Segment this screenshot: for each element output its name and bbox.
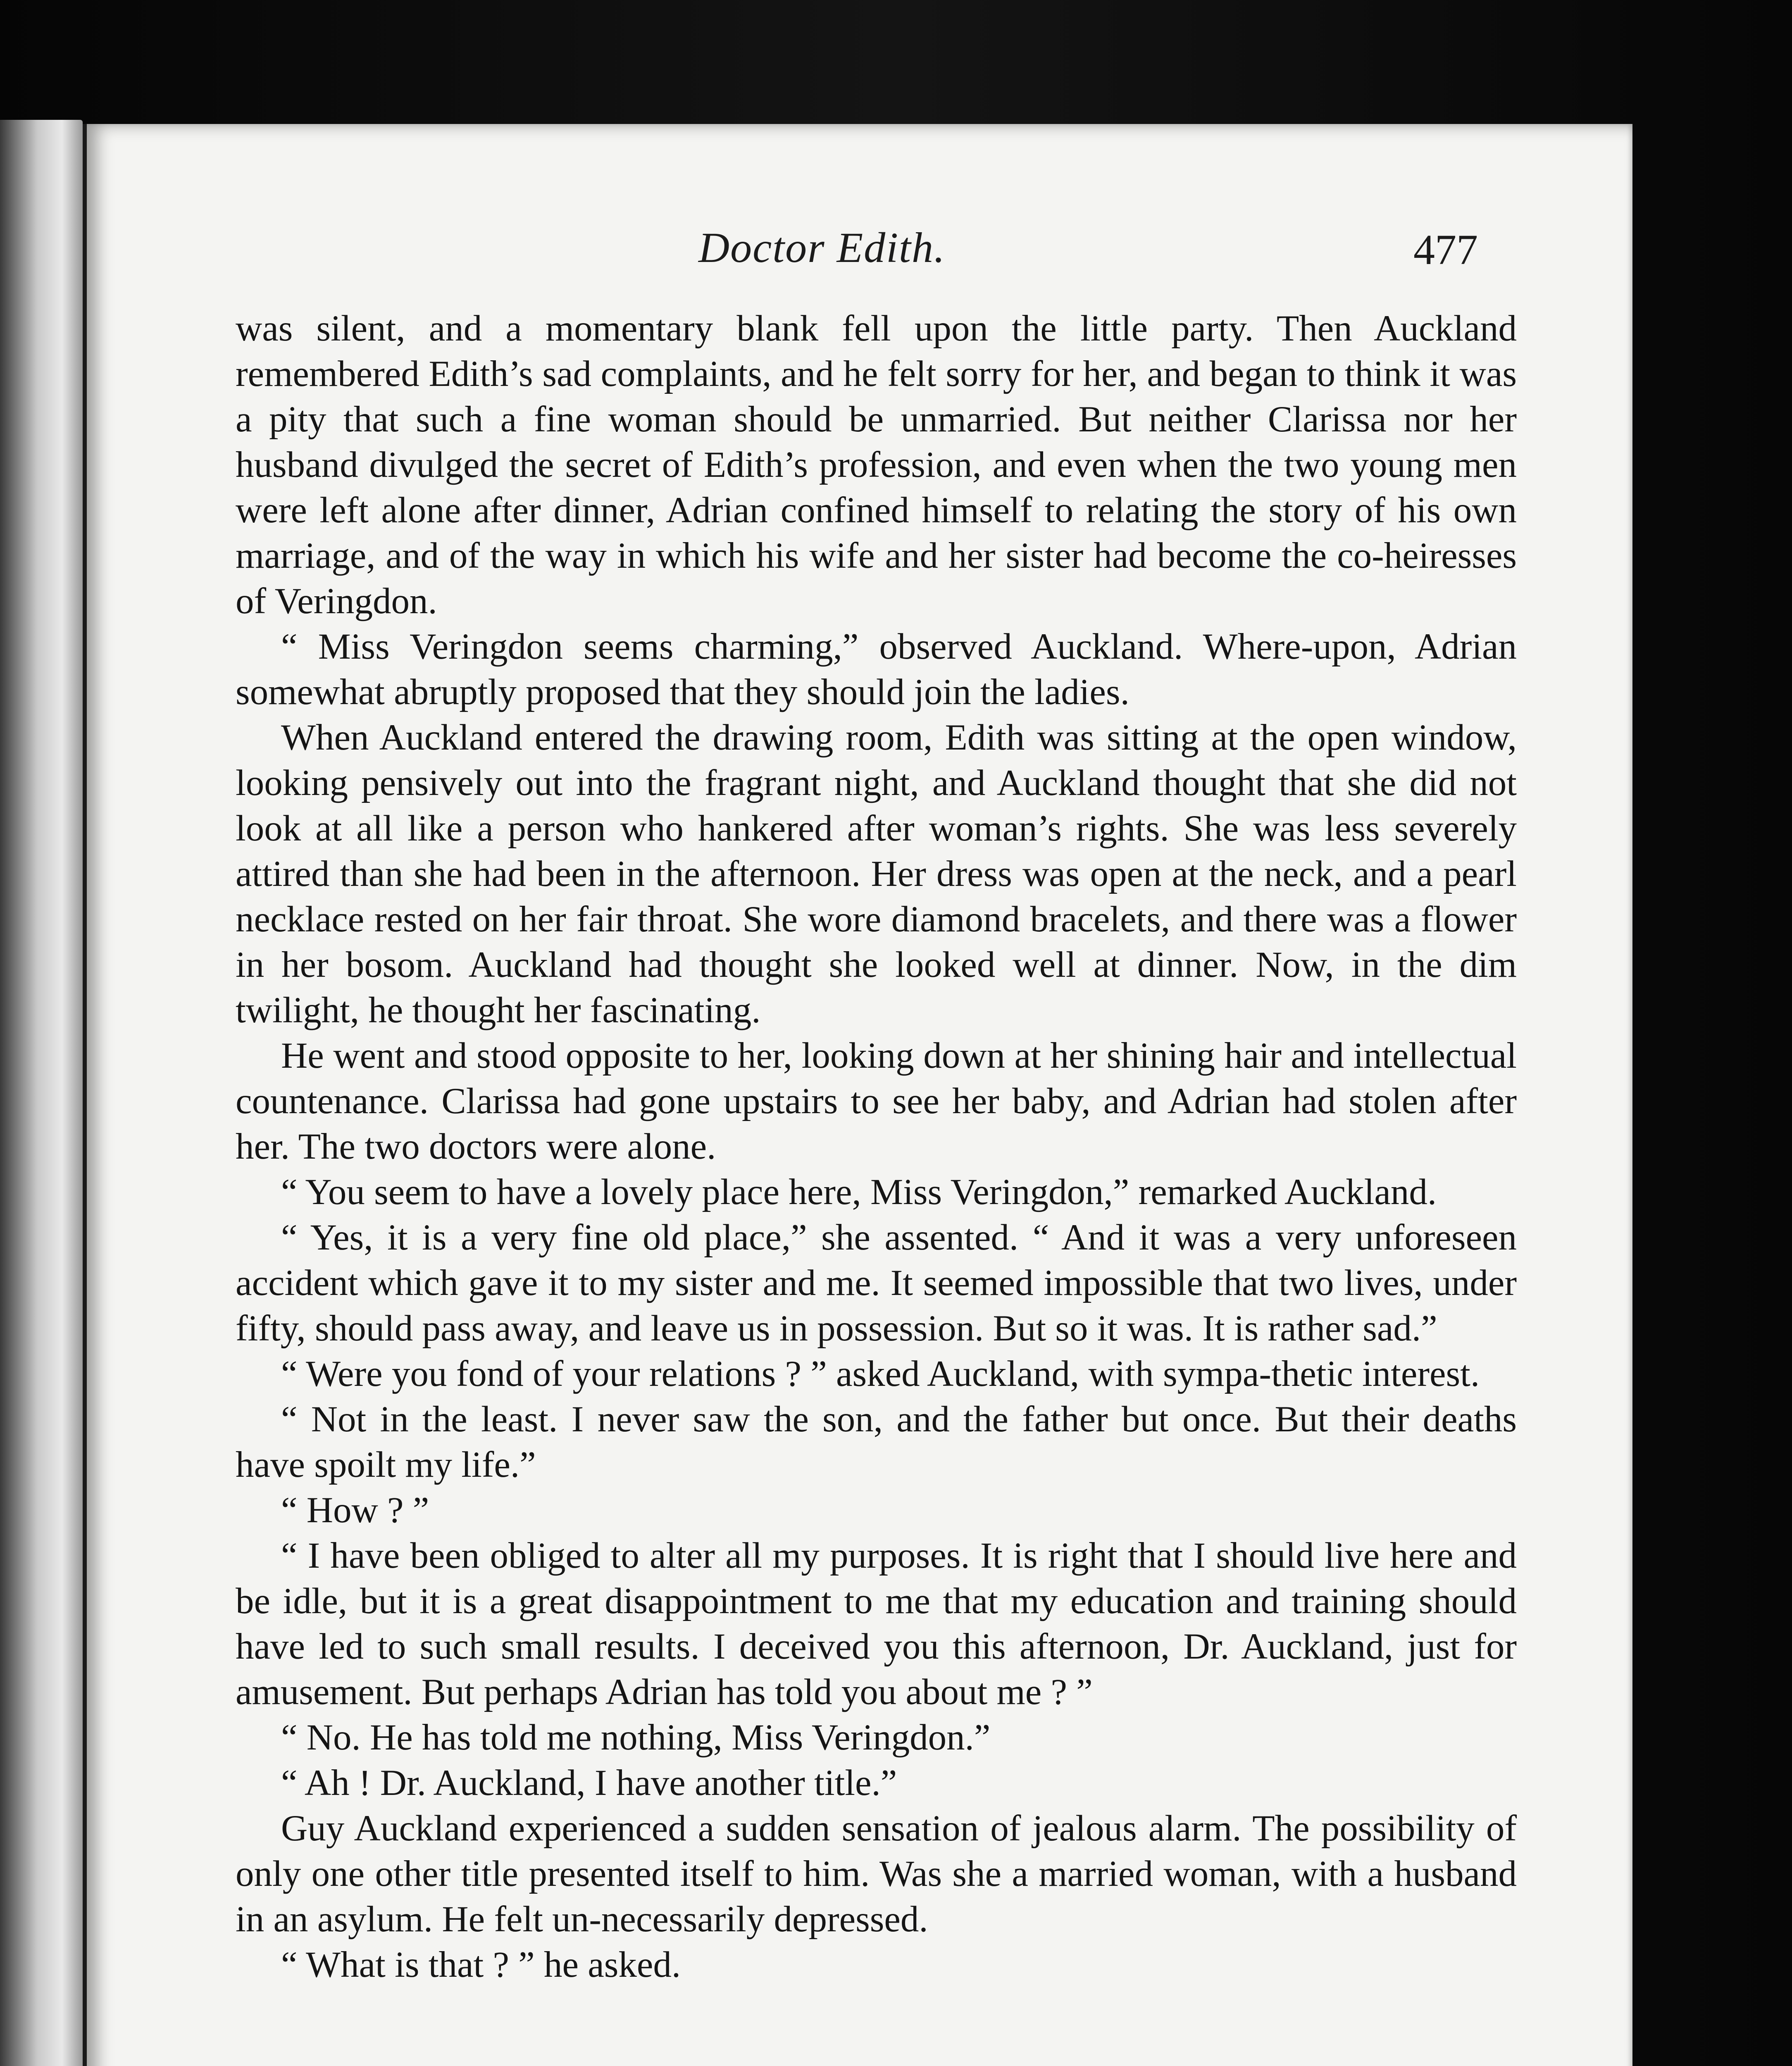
- paragraph: “ What is that ? ” he asked.: [281, 1945, 681, 1985]
- paragraph: When Auckland entered the drawing room, Edith was sitting at the open window, looking pensively out into the fragrant night, and Auckland thought that she did not look at all like a person who hankered after woman’s rights. She was less severely attired than she had been in the afternoon. Her dress was open at the neck, and a pearl necklace rested on her fair throat. She wore diamond bracelets, and there was a flower in her bosom. Auckland had thought she looked well at dinner. Now, in the dim twilight, he thought her fascinating.: [236, 717, 1517, 1031]
- body-text: [236, 306, 1517, 1987]
- paragraph: “ Miss Veringdon seems charming,” observed Auckland. Where-upon, Adrian somewhat abruptly proposed that they should join the ladies.: [236, 626, 1517, 712]
- paragraph: “ Not in the least. I never saw the son, and the father but once. But their deaths have spoilt my life.”: [236, 1399, 1517, 1485]
- running-title: Doctor Edith.: [698, 224, 946, 271]
- previous-page-edge: [0, 120, 83, 2066]
- book-page: [83, 124, 1632, 2066]
- paragraph: “ Yes, it is a very fine old place,” she assented. “ And it was a very unforeseen accident which gave it to my sister and me. It seemed impossible that two lives, under fifty, should pass away, and leave us in possession. But so it was. It is rather sad.”: [236, 1217, 1517, 1349]
- paragraph: “ No. He has told me nothing, Miss Veringdon.”: [281, 1717, 991, 1758]
- paragraph: “ Ah ! Dr. Auckland, I have another title.”: [281, 1763, 897, 1803]
- paragraph: “ I have been obliged to alter all my purposes. It is right that I should live here and be idle, but it is a great disappointment to me that my education and training should have led to such small results. I deceived you this afternoon, Dr. Auckland, just for amusement. But perhaps Adrian has told you about me ? ”: [236, 1535, 1517, 1712]
- paragraph: “ Were you fond of your relations ? ” asked Auckland, with sympa-thetic interest.: [281, 1354, 1480, 1394]
- page-number: 477: [1413, 226, 1478, 274]
- paragraph: He went and stood opposite to her, looking down at her shining hair and intellectual countenance. Clarissa had gone upstairs to see her baby, and Adrian had stolen after her. The two doctors were alone.: [236, 1035, 1517, 1167]
- paragraph: Guy Auckland experienced a sudden sensation of jealous alarm. The possibility of only one other title presented itself to him. Was she a married woman, with a husband in an asylum. He felt un-necessarily depressed.: [236, 1808, 1517, 1940]
- paragraph: “ How ? ”: [281, 1490, 429, 1530]
- paragraph: “ You seem to have a lovely place here, Miss Veringdon,” remarked Auckland.: [281, 1172, 1437, 1212]
- paragraph: was silent, and a momentary blank fell upon the little party. Then Auckland remembered Edith’s sad complaints, and he felt sorry for her, and began to think it was a pity that such a fine woman should be unmarried. But neither Clarissa nor her husband divulged the secret of Edith’s profession, and even when the two young men were left alone after dinner, Adrian confined himself to relating the story of his own marriage, and of the way in which his wife and her sister had become the co-heiresses of Veringdon.: [236, 308, 1517, 621]
